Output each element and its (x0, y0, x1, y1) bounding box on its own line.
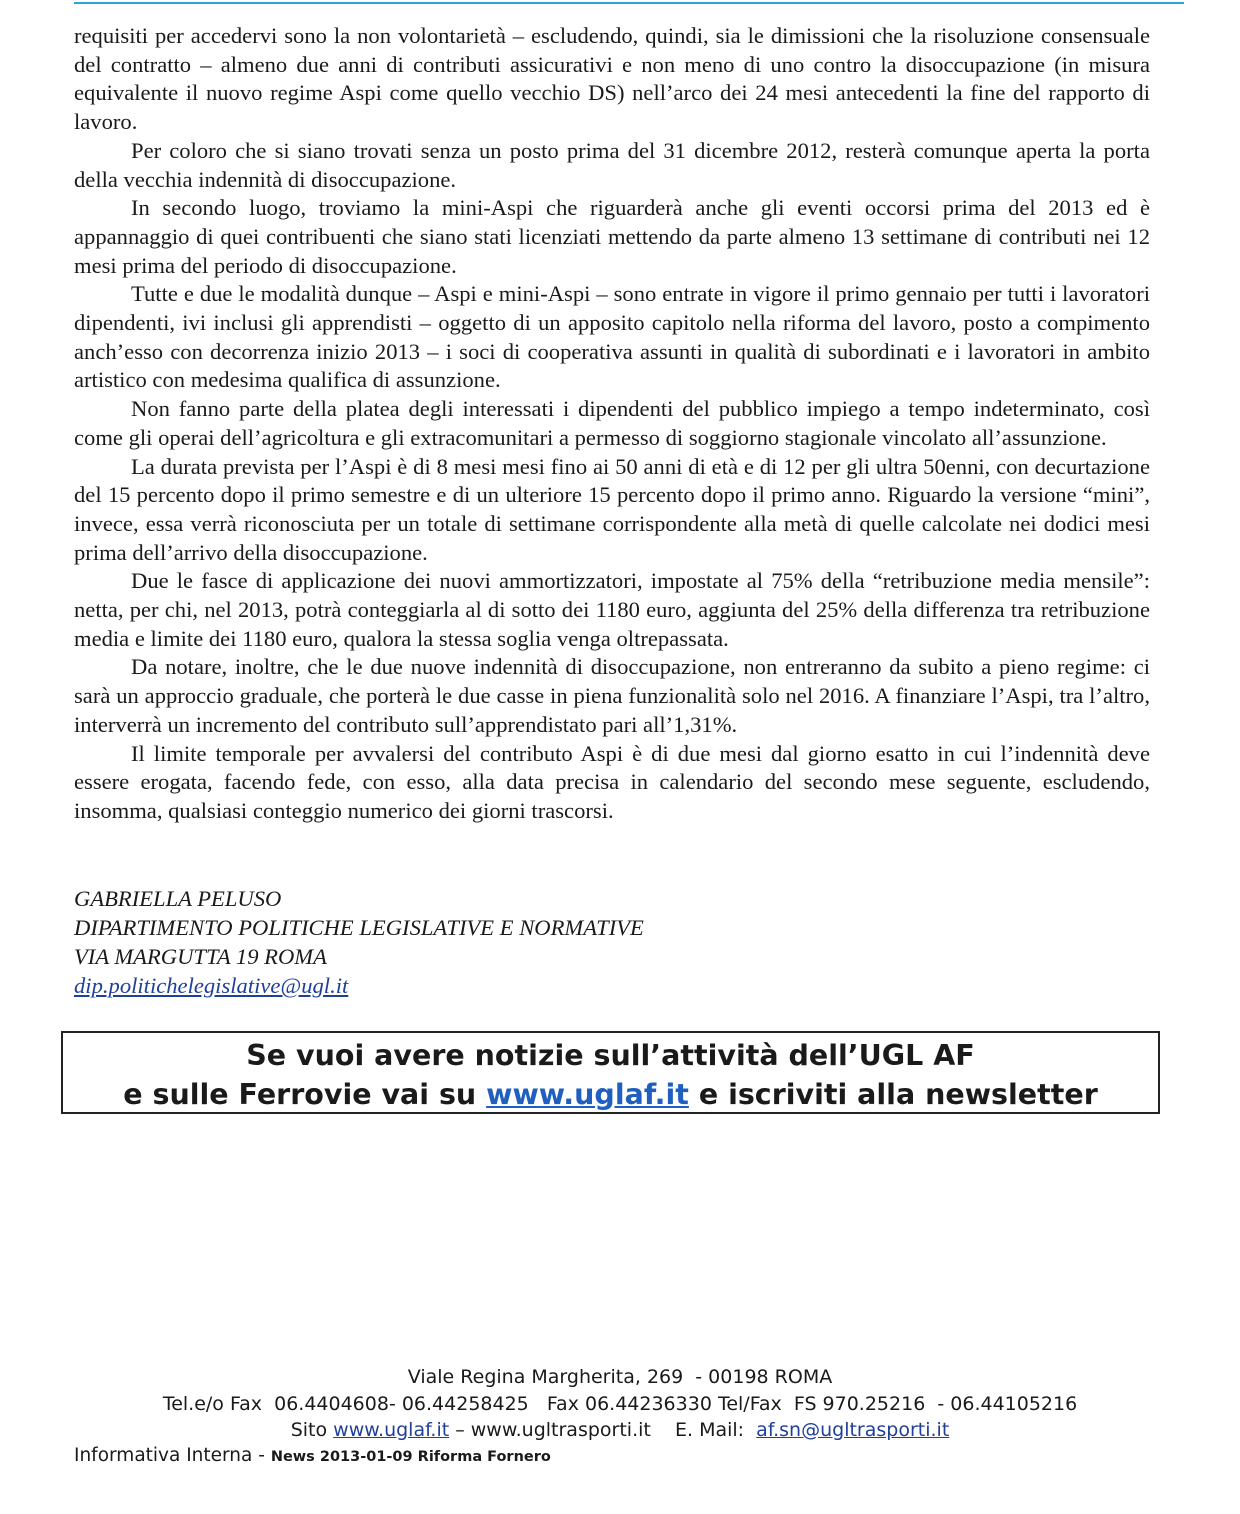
footer-site-line (0, 1417, 1240, 1444)
promo-line-1: Se vuoi avere notizie sull’attività dell’UGL AF (246, 1039, 975, 1072)
department-name: DIPARTIMENTO POLITICHE LEGISLATIVE E NORMATIVE (74, 915, 644, 940)
info-prefix: Informativa Interna - (74, 1445, 271, 1466)
article-body (74, 22, 1150, 826)
department-address: VIA MARGUTTA 19 ROMA (74, 944, 327, 969)
footer-site-label: Sito (290, 1419, 334, 1441)
paragraph: Due le fasce di applicazione dei nuovi ammortizzatori, impostate al 75% della “retribuzione media mensile”: netta, per chi, nel 2013, potrà conteggiarla al di sotto dei 1180 euro, aggiunta del 25% della differenza tra retribuzione media e limite dei 1180 euro, qualora la stessa soglia venga oltrepassata. (74, 568, 1150, 651)
footer-site-link[interactable]: www.uglaf.it (333, 1419, 450, 1441)
signature-block (74, 884, 644, 1000)
news-reference: News 2013-01-09 Riforma Fornero (270, 1449, 551, 1465)
promo-text-after-link: e iscriviti alla newsletter (688, 1078, 1098, 1111)
author-name: GABRIELLA PELUSO (74, 886, 282, 911)
paragraph: requisiti per accedervi sono la non volontarietà – escludendo, quindi, sia le dimissioni che la risoluzione consensuale del contratto – almeno due anni di contributi assicurativi e non meno di uno contro la disoccupazione (in misura equivalente il nuovo regime Aspi come quello vecchio DS) nell’arco dei 24 mesi antecedenti la fine del rapporto di lavoro. (74, 23, 1150, 135)
paragraph: Non fanno parte della platea degli interessati i dipendenti del pubblico impiego a tempo indeterminato, così come gli operai dell’agricoltura e gli extracomunitari a permesso di soggiorno stagionale vincolato all’assunzione. (74, 396, 1150, 450)
promo-line-2 (63, 1075, 1158, 1114)
footer-address: Viale Regina Margherita, 269 - 00198 ROMA (407, 1366, 833, 1388)
paragraph: Tutte e due le modalità dunque – Aspi e mini-Aspi – sono entrate in vigore il primo gennaio per tutti i lavoratori dipendenti, ivi inclusi gli apprendisti – oggetto di un apposito capitolo nella riforma del lavoro, posto a compimento anch’esso con decorrenza inizio 2013 – i soci di cooperativa assunti in qualità di subordinati e i lavoratori in ambito artistico con medesima qualifica di assunzione. (74, 281, 1150, 393)
paragraph: La durata prevista per l’Aspi è di 8 mesi mesi fino ai 50 anni di età e di 12 per gli ultra 50enni, con decurtazione del 15 percento dopo il primo semestre e di un ulteriore 15 percento dopo il primo anno. Riguardo la versione “mini”, invece, essa verrà riconosciuta per un totale di settimane corrispondente alla metà di quelle calcolate nei dodici mesi prima dell’arrivo della disoccupazione. (74, 453, 1150, 565)
paragraph: Da notare, inoltre, che le due nuove indennità di disoccupazione, non entreranno da subito a pieno regime: ci sarà un approccio graduale, che porterà le due casse in piena funzionalità solo nel 2016. A finanziare l’Aspi, tra l’altro, interverrà un incremento del contributo sull’apprendistato pari all’1,31%. (74, 654, 1150, 737)
paragraph: Per coloro che si siano trovati senza un posto prima del 31 dicembre 2012, resterà comunque aperta la porta della vecchia indennità di disoccupazione. (74, 137, 1150, 192)
page-footer (0, 1364, 1240, 1444)
promo-text-before-link: e sulle Ferrovie vai su (123, 1078, 487, 1111)
uglaf-site-link[interactable]: www.uglaf.it (486, 1078, 689, 1111)
footer-site-rest: – www.ugltrasporti.it E. Mail: (449, 1419, 757, 1441)
newsletter-promo-box (61, 1031, 1160, 1114)
paragraph: In secondo luogo, troviamo la mini-Aspi che riguarderà anche gli eventi occorsi prima del 2013 ed è appannaggio di quei contribuenti che siano stati licenziati mettendo da parte almeno 13 settimane di contributi nei 12 mesi prima del periodo di disoccupazione. (74, 195, 1150, 278)
paragraph: Il limite temporale per avvalersi del contributo Aspi è di due mesi dal giorno esatto in cui l’indennità deve essere erogata, facendo fede, con esso, alla data precisa in calendario del secondo mese seguente, escludendo, insomma, qualsiasi conteggio numerico dei giorni trascorsi. (74, 740, 1150, 823)
footer-email-link[interactable]: af.sn@ugltrasporti.it (756, 1419, 950, 1441)
department-email-link[interactable]: dip.politichelegislative@ugl.it (74, 973, 349, 998)
top-rule (74, 2, 1184, 4)
internal-info-line (74, 1444, 551, 1469)
footer-phones: Tel.e/o Fax 06.4404608- 06.44258425 Fax 06.44236330 Tel/Fax FS 970.25216 - 06.44105216 (162, 1392, 1078, 1415)
